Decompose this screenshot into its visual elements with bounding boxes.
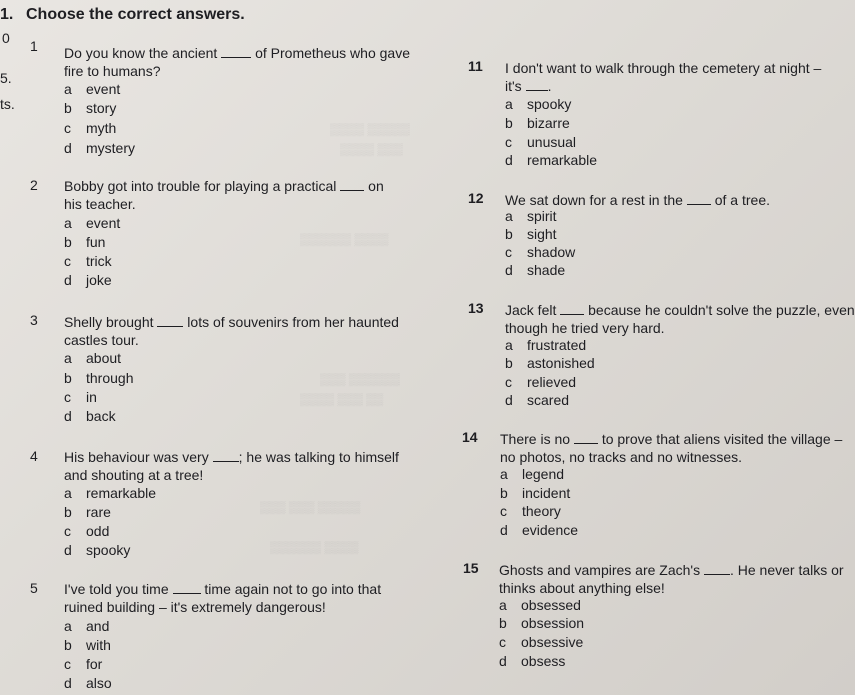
option-d[interactable]: d also <box>64 675 112 691</box>
option-a[interactable]: a obsessed <box>499 597 581 613</box>
answer-blank[interactable] <box>221 56 251 58</box>
option-d[interactable]: d evidence <box>500 522 579 538</box>
option-a[interactable]: a event <box>64 215 121 231</box>
option-a[interactable]: a about <box>64 350 122 366</box>
option-b[interactable]: b rare <box>64 504 111 520</box>
answer-blank[interactable] <box>560 313 584 315</box>
option-c[interactable]: c odd <box>64 523 110 539</box>
option-d[interactable]: d back <box>64 408 116 424</box>
question-number: 4 <box>30 448 38 464</box>
option-b[interactable]: b bizarre <box>505 115 570 131</box>
option-a[interactable]: a and <box>64 618 110 634</box>
exercise-number: 1. <box>0 6 14 23</box>
option-d[interactable]: d shade <box>505 262 566 278</box>
question-number: 14 <box>462 429 478 445</box>
question-number: 15 <box>463 560 479 576</box>
question-text-line2: no photos, no tracks and no witnesses. <box>500 449 743 465</box>
question-text-line2: ruined building – it's extremely dangerous! <box>64 599 326 615</box>
question-text: Shelly brought lots of souvenirs from her haunted <box>64 314 399 330</box>
option-a[interactable]: a legend <box>500 466 565 482</box>
option-c[interactable]: c unusual <box>505 134 577 150</box>
answer-blank[interactable] <box>173 592 201 594</box>
option-d[interactable]: d spooky <box>64 542 131 558</box>
option-b[interactable]: b obsession <box>499 615 585 631</box>
option-a[interactable]: a spirit <box>505 208 557 224</box>
option-c[interactable]: c theory <box>500 503 561 519</box>
option-c[interactable]: c in <box>64 389 97 405</box>
question-text: There is no to prove that aliens visited the village – <box>500 431 843 447</box>
question-text-line2: his teacher. <box>64 196 136 212</box>
answer-blank[interactable] <box>687 203 711 205</box>
option-b[interactable]: b incident <box>500 485 571 501</box>
option-b[interactable]: b sight <box>505 226 557 242</box>
option-c[interactable]: c trick <box>64 253 112 269</box>
question-text: I've told you time time again not to go into that <box>64 581 382 597</box>
question-text-line2: it's . <box>505 78 552 94</box>
option-b[interactable]: b with <box>64 637 111 653</box>
question-text-line2: and shouting at a tree! <box>64 467 204 483</box>
question-number: 12 <box>468 190 484 206</box>
question-number: 13 <box>468 300 484 316</box>
option-b[interactable]: b fun <box>64 234 106 250</box>
question-text-line2: though he tried very hard. <box>505 320 665 336</box>
option-b[interactable]: b story <box>64 100 117 116</box>
question-number: 5 <box>30 580 38 596</box>
question-text: His behaviour was very ; he was talking to himself <box>64 449 399 465</box>
question-text-line2: castles tour. <box>64 332 139 348</box>
question-text: We sat down for a rest in the of a tree. <box>505 192 770 208</box>
question-number: 3 <box>30 312 38 328</box>
option-a[interactable]: a frustrated <box>505 337 587 353</box>
question-text: Bobby got into trouble for playing a practical on <box>64 178 384 194</box>
question-number: 2 <box>30 177 38 193</box>
option-a[interactable]: a remarkable <box>64 485 157 501</box>
margin-mark: 0 <box>2 30 10 46</box>
option-c[interactable]: c relieved <box>505 374 577 390</box>
option-d[interactable]: d scared <box>505 392 570 408</box>
option-d[interactable]: d mystery <box>64 140 135 156</box>
question-number: 1 <box>30 38 38 54</box>
question-text: Do you know the ancient of Prometheus who gave <box>64 45 410 61</box>
option-c[interactable]: c for <box>64 656 103 672</box>
margin-mark: 5. <box>0 70 12 86</box>
question-text: Jack felt because he couldn't solve the puzzle, even <box>505 302 855 318</box>
option-a[interactable]: a spooky <box>505 96 572 112</box>
option-c[interactable]: c myth <box>64 120 117 136</box>
answer-blank[interactable] <box>213 460 239 462</box>
option-a[interactable]: a event <box>64 81 121 97</box>
question-text-line2: thinks about anything else! <box>499 580 665 596</box>
option-d[interactable]: d obsess <box>499 653 566 669</box>
exercise-title: Choose the correct answers. <box>26 6 245 23</box>
option-c[interactable]: c obsessive <box>499 634 584 650</box>
question-text-line2: fire to humans? <box>64 63 161 79</box>
answer-blank[interactable] <box>157 325 183 327</box>
question-text: Ghosts and vampires are Zach's . He never talks or <box>499 562 844 578</box>
question-text: I don't want to walk through the cemetery at night – <box>505 60 822 76</box>
option-d[interactable]: d joke <box>64 272 112 288</box>
answer-blank[interactable] <box>574 442 598 444</box>
option-b[interactable]: b astonished <box>505 355 595 371</box>
option-c[interactable]: c shadow <box>505 244 576 260</box>
answer-blank[interactable] <box>526 89 548 91</box>
answer-blank[interactable] <box>704 573 730 575</box>
answer-blank[interactable] <box>340 189 364 191</box>
option-d[interactable]: d remarkable <box>505 152 598 168</box>
question-number: 11 <box>468 58 483 74</box>
option-b[interactable]: b through <box>64 370 134 386</box>
margin-mark: ts. <box>0 96 15 112</box>
